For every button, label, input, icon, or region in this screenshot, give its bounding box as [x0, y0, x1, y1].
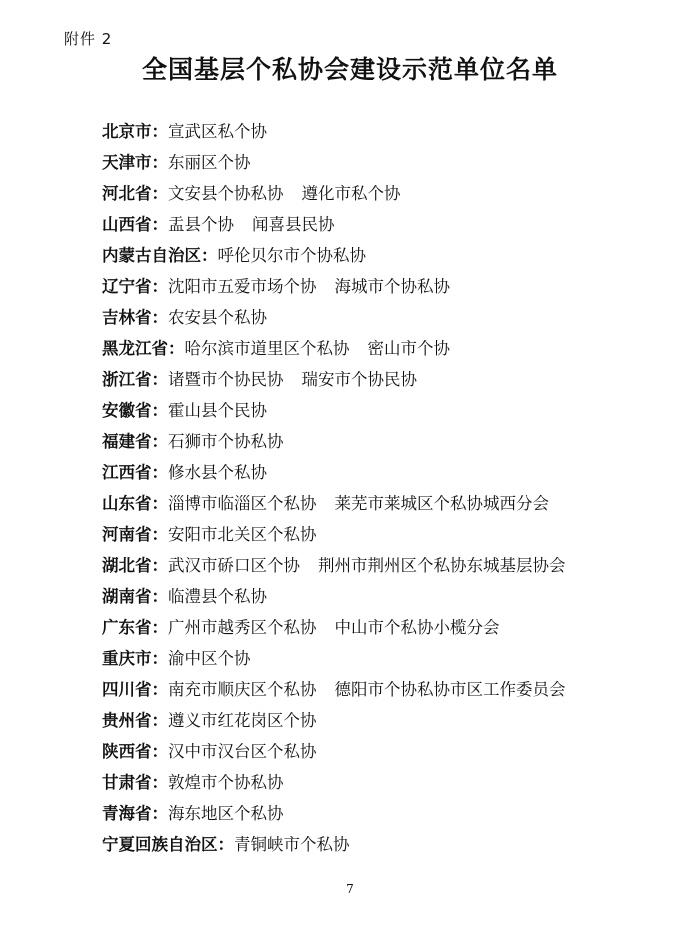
region-name: 贵州省：: [102, 711, 168, 730]
region-name: 吉林省：: [102, 308, 168, 327]
unit-name: 海东地区个私协: [168, 804, 284, 823]
unit-name: 安阳市北关区个私协: [168, 525, 317, 544]
unit-name: 荆州市荆州区个私协东城基层协会: [318, 556, 566, 575]
list-item: [102, 705, 682, 736]
unit-name: 汉中市汉台区个私协: [168, 742, 317, 761]
unit-name: 诸暨市个协民协: [168, 370, 284, 389]
list-item: [102, 767, 682, 798]
unit-name: 中山市个私协小榄分会: [334, 618, 500, 637]
region-name: 陕西省：: [102, 742, 168, 761]
unit-name: 武汉市硚口区个协: [168, 556, 300, 575]
unit-name: 哈尔滨市道里区个私协: [184, 339, 350, 358]
list-item: [102, 457, 682, 488]
unit-name: 宣武区私个协: [168, 122, 267, 141]
list-item: [102, 209, 682, 240]
region-name: 甘肃省：: [102, 773, 168, 792]
list-item: [102, 178, 682, 209]
list-item: [102, 364, 682, 395]
region-name: 广东省：: [102, 618, 168, 637]
unit-list: [102, 116, 682, 860]
list-item: [102, 829, 682, 860]
region-name: 重庆市：: [102, 649, 168, 668]
region-name: 青海省：: [102, 804, 168, 823]
region-name: 江西省：: [102, 463, 168, 482]
unit-name: 石狮市个协私协: [168, 432, 284, 451]
list-item: [102, 674, 682, 705]
region-name: 山西省：: [102, 215, 168, 234]
unit-name: 广州市越秀区个私协: [168, 618, 317, 637]
region-name: 安徽省：: [102, 401, 168, 420]
region-name: 福建省：: [102, 432, 168, 451]
list-item: [102, 333, 682, 364]
list-item: [102, 395, 682, 426]
unit-name: 闻喜县民协: [252, 215, 335, 234]
unit-name: 密山市个协: [367, 339, 450, 358]
page-number: 7: [346, 882, 354, 896]
region-name: 辽宁省：: [102, 277, 168, 296]
unit-name: 文安县个协私协: [168, 184, 284, 203]
list-item: [102, 643, 682, 674]
unit-name: 莱芜市莱城区个私协城西分会: [334, 494, 549, 513]
unit-name: 渝中区个协: [168, 649, 251, 668]
unit-name: 东丽区个协: [168, 153, 251, 172]
region-name: 宁夏回族自治区：: [102, 835, 234, 854]
unit-name: 沈阳市五爱市场个协: [168, 277, 317, 296]
region-name: 河南省：: [102, 525, 168, 544]
list-item: [102, 612, 682, 643]
list-item: [102, 302, 682, 333]
unit-name: 修水县个私协: [168, 463, 267, 482]
list-item: [102, 736, 682, 767]
unit-name: 霍山县个民协: [168, 401, 267, 420]
list-item: [102, 116, 682, 147]
unit-name: 青铜峡市个私协: [234, 835, 350, 854]
unit-name: 淄博市临淄区个私协: [168, 494, 317, 513]
unit-name: 遵化市私个协: [301, 184, 401, 203]
unit-name: 呼伦贝尔市个协私协: [217, 246, 366, 265]
document-title: 全国基层个私协会建设示范单位名单: [141, 55, 558, 84]
unit-name: 盂县个协: [168, 215, 234, 234]
list-item: [102, 519, 682, 550]
region-name: 北京市：: [102, 122, 168, 141]
list-item: [102, 271, 682, 302]
region-name: 河北省：: [102, 184, 168, 203]
attachment-label: 附件 2: [64, 30, 113, 48]
unit-name: 敦煌市个协私协: [168, 773, 284, 792]
region-name: 天津市：: [102, 153, 168, 172]
unit-name: 临澧县个私协: [168, 587, 267, 606]
list-item: [102, 581, 682, 612]
region-name: 浙江省：: [102, 370, 168, 389]
list-item: [102, 240, 682, 271]
unit-name: 德阳市个协私协市区工作委员会: [334, 680, 566, 699]
list-item: [102, 798, 682, 829]
unit-name: 农安县个私协: [168, 308, 267, 327]
unit-name: 瑞安市个协民协: [301, 370, 417, 389]
unit-name: 南充市顺庆区个私协: [168, 680, 317, 699]
region-name: 山东省：: [102, 494, 168, 513]
region-name: 黑龙江省：: [102, 339, 185, 358]
unit-name: 遵义市红花岗区个协: [168, 711, 317, 730]
region-name: 四川省：: [102, 680, 168, 699]
region-name: 湖南省：: [102, 587, 168, 606]
list-item: [102, 426, 682, 457]
region-name: 湖北省：: [102, 556, 168, 575]
list-item: [102, 147, 682, 178]
list-item: [102, 488, 682, 519]
list-item: [102, 550, 682, 581]
unit-name: 海城市个协私协: [334, 277, 450, 296]
region-name: 内蒙古自治区：: [102, 246, 218, 265]
